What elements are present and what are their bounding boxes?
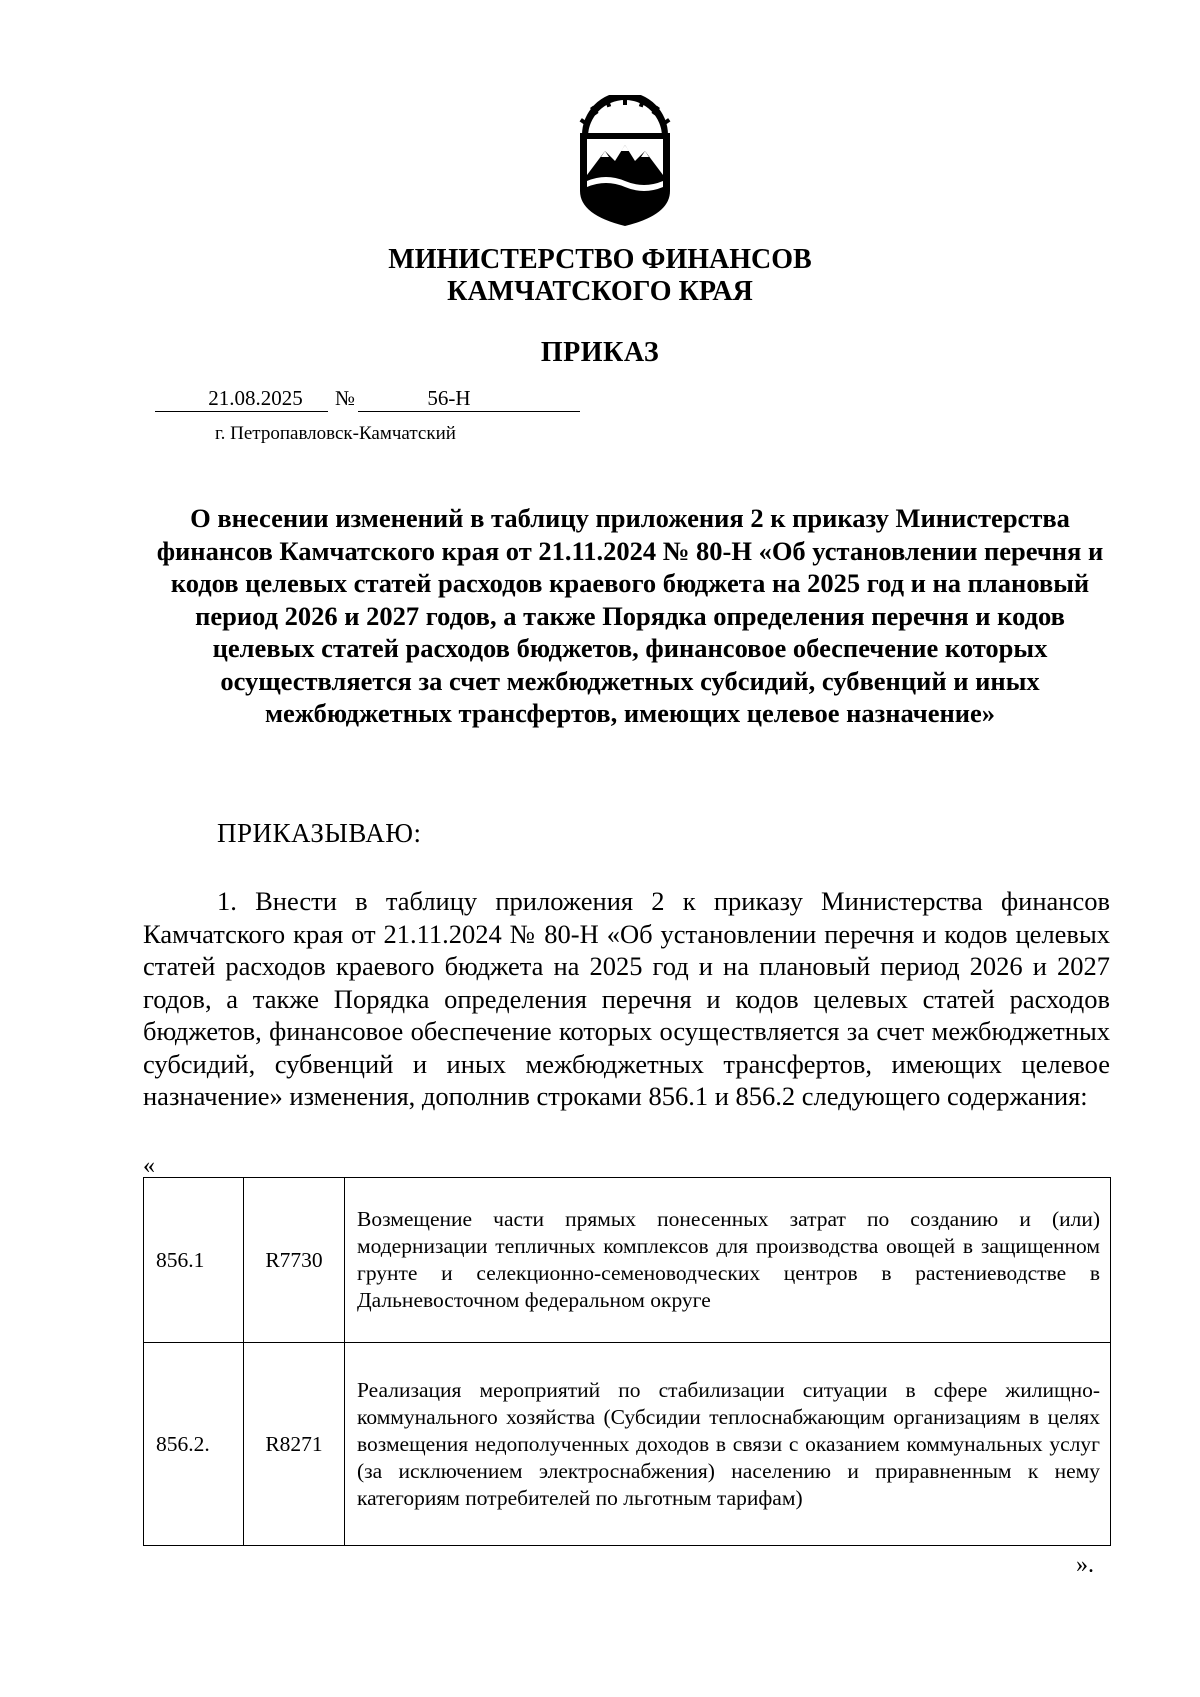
- order-subject: О внесении изменений в таблицу приложения 2 к приказу Министерства финансов Камчатского края от 21.11.2024 № 80-Н «Об установлении перечня и кодов целевых статей расходов краевого бюджета на 2025 год и на плановый период 2026 и 2027 годов, а также Порядка определения перечня и кодов целевых статей расходов бюджетов, финансовое обеспечение которых осуществляется за счет межбюджетных субсидий, субвенций и иных межбюджетных трансфертов, имеющих целевое назначение»: [156, 503, 1104, 728]
- row-number: 856.2.: [144, 1343, 244, 1546]
- ministry-name-line1: МИНИСТЕРСТВО ФИНАНСОВ: [388, 244, 812, 275]
- amendment-table: [143, 1177, 1111, 1546]
- table-row: [144, 1343, 1111, 1546]
- city: г. Петропавловск-Камчатский: [215, 423, 456, 444]
- quote-open: «: [143, 1153, 155, 1179]
- number-label: №: [335, 386, 356, 410]
- row-description: Реализация мероприятий по стабилизации ситуации в сфере жилищно-коммунального хозяйства (Субсидии теплоснабжающим организациям в целях возмещения недополученных доходов в связи с оказанием коммунальных услуг (за исключением электроснабжения) населению и приравненным к нему категориям потребителей по льготным тарифам): [345, 1343, 1111, 1546]
- table-row: [144, 1178, 1111, 1343]
- row-number: 856.1: [144, 1178, 244, 1343]
- order-word: ПРИКАЗЫВАЮ:: [217, 818, 422, 848]
- ministry-name-line2: КАМЧАТСКОГО КРАЯ: [447, 276, 753, 307]
- target-code: R7730: [244, 1178, 345, 1343]
- order-date: 21.08.2025: [155, 386, 328, 412]
- row-description: Возмещение части прямых понесенных затрат по созданию и (или) модернизации тепличных комплексов для производства овощей в защищенном грунте и селекционно-семеноводческих центров в растениеводстве в Дальневосточном федеральном округе: [345, 1178, 1111, 1343]
- coat-of-arms-icon: [570, 95, 680, 227]
- order-number: 56-Н: [358, 386, 580, 412]
- target-code: R8271: [244, 1343, 345, 1546]
- quote-close: ».: [1076, 1552, 1094, 1578]
- document-type: ПРИКАЗ: [540, 337, 660, 368]
- paragraph-1: 1. Внести в таблицу приложения 2 к приказу Министерства финансов Камчатского края от 21.11.2024 № 80-Н «Об установлении перечня и кодов целевых статей расходов краевого бюджета на 2025 год и на плановый период 2026 и 2027 годов, а также Порядка определения перечня и кодов целевых статей расходов бюджетов, финансовое обеспечение которых осуществляется за счет межбюджетных субсидий, субвенций и иных межбюджетных трансфертов, имеющих целевое назначение» изменения, дополнив строками 856.1 и 856.2 следующего содержания:: [143, 886, 1110, 1111]
- registration-line: [155, 386, 580, 414]
